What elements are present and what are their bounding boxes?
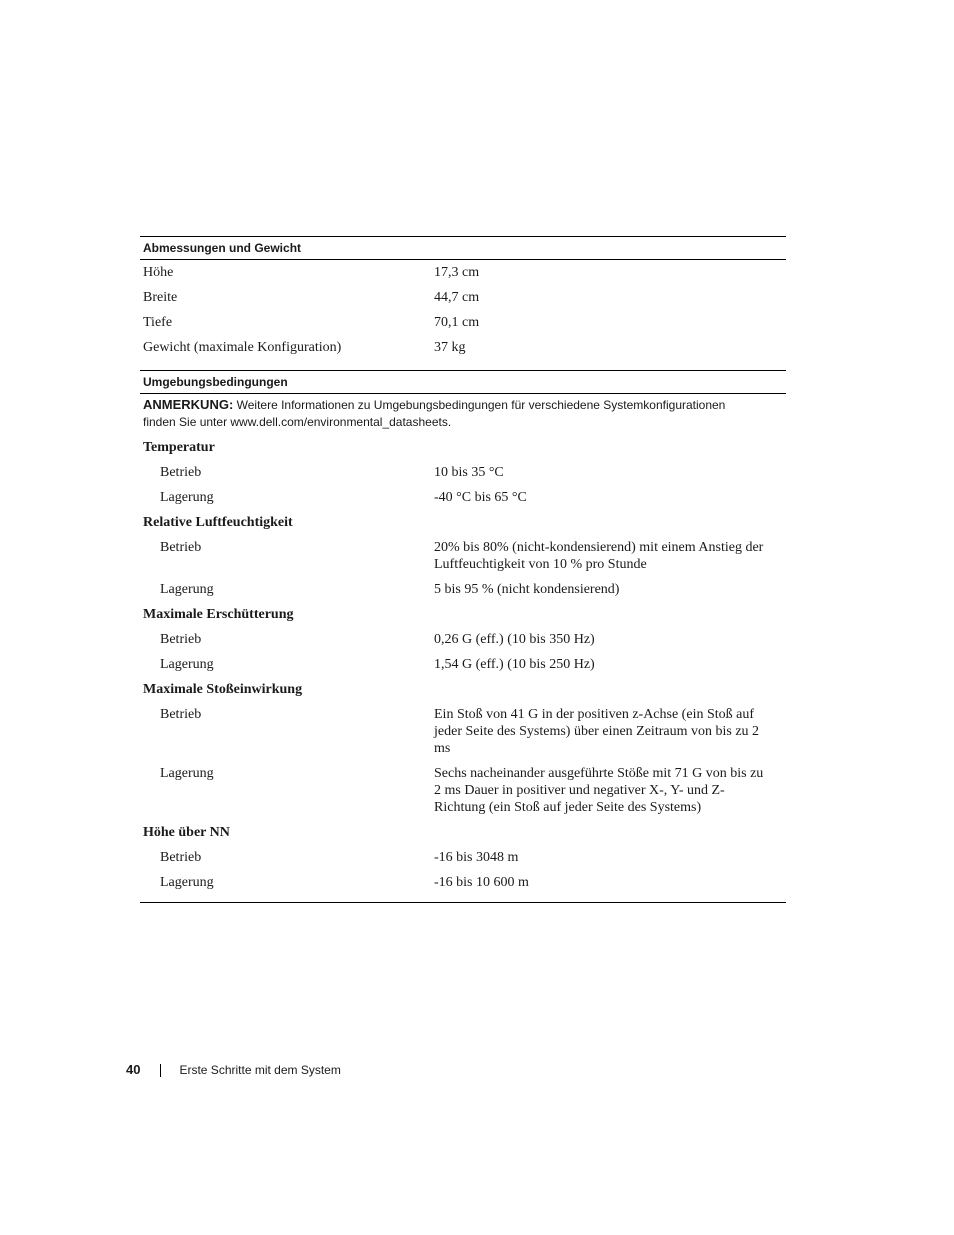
- spec-label: Höhe: [143, 265, 174, 280]
- spec-row-altitude-operating: [140, 845, 786, 870]
- spec-row-width: [140, 285, 786, 310]
- spec-value: 0,26 G (eff.) (10 bis 350 Hz): [434, 632, 595, 647]
- spec-row-height: [140, 260, 786, 285]
- spec-label: Betrieb: [160, 632, 202, 647]
- specifications-table: [140, 236, 786, 903]
- spec-label: Lagerung: [160, 766, 214, 781]
- spec-value: 17,3 cm: [434, 265, 480, 280]
- note-label: ANMERKUNG:: [143, 397, 234, 412]
- group-title-shock: Maximale Stoßeinwirkung: [143, 682, 303, 697]
- spec-value: 37 kg: [434, 340, 466, 355]
- chapter-title: Erste Schritte mit dem System: [179, 1063, 341, 1077]
- spec-value: 10 bis 35 °C: [434, 465, 504, 480]
- spec-value: 70,1 cm: [434, 315, 480, 330]
- spec-value: -16 bis 10 600 m: [434, 875, 529, 890]
- spec-label: Breite: [143, 290, 178, 305]
- spec-label: Betrieb: [160, 465, 202, 480]
- group-title-humidity: Relative Luftfeuchtigkeit: [143, 515, 293, 530]
- spec-label: Lagerung: [160, 875, 214, 890]
- spec-row-vibration-storage: [140, 652, 786, 677]
- spec-label: Lagerung: [160, 490, 214, 505]
- spec-row-altitude-storage: [140, 870, 786, 895]
- spec-label: Betrieb: [160, 707, 202, 722]
- spec-row-humidity-operating: [140, 535, 786, 577]
- spec-value: -40 °C bis 65 °C: [434, 490, 527, 505]
- table-bottom-rule: [140, 895, 786, 903]
- spec-row-humidity-storage: [140, 577, 786, 602]
- spec-label: Tiefe: [143, 315, 173, 330]
- spec-value: -16 bis 3048 m: [434, 850, 519, 865]
- group-title-altitude: Höhe über NN: [143, 825, 230, 840]
- spec-label: Lagerung: [160, 657, 214, 672]
- spec-row-weight: [140, 335, 786, 360]
- spec-row-depth: [140, 310, 786, 335]
- spec-label: Lagerung: [160, 582, 214, 597]
- spec-label: Betrieb: [160, 540, 202, 555]
- spec-value: 1,54 G (eff.) (10 bis 250 Hz): [434, 657, 595, 672]
- section-heading-dimensions: Abmessungen und Gewicht: [140, 236, 786, 260]
- spec-value: Sechs nacheinander ausgeführte Stöße mit 71 G von bis zu 2 ms Dauer in positiver und negativer X-, Y- und Z-Richtung (ein Stoß auf jeder Seite des Systems): [434, 766, 764, 815]
- section-heading-environment: Umgebungsbedingungen: [140, 370, 786, 394]
- spec-row-vibration-operating: [140, 627, 786, 652]
- spec-value: 5 bis 95 % (nicht kondensierend): [434, 582, 620, 597]
- spec-row-shock-operating: [140, 702, 786, 761]
- spec-row-temperature-operating: [140, 460, 786, 485]
- spec-row-shock-storage: [140, 761, 786, 820]
- page-footer: [126, 1061, 341, 1079]
- page-number: 40: [126, 1062, 141, 1077]
- spec-label: Gewicht (maximale Konfiguration): [143, 340, 342, 355]
- section-spacer: [140, 360, 786, 370]
- dimensions-rows: [140, 260, 786, 360]
- spec-value: Ein Stoß von 41 G in der positiven z-Achse (ein Stoß auf jeder Seite des Systems) über einen Zeitraum von bis zu 2 ms: [434, 707, 760, 756]
- spec-row-temperature-storage: [140, 485, 786, 510]
- group-title-temperature: Temperatur: [143, 440, 215, 455]
- note-text: Weitere Informationen zu Umgebungsbedingungen für verschiedene Systemkonfigurationen finden Sie unter www.dell.com/environmental_datasheets.: [143, 398, 726, 429]
- spec-value: 20% bis 80% (nicht-kondensierend) mit einem Anstieg der Luftfeuchtigkeit von 10 % pro Stunde: [434, 540, 764, 572]
- group-title-vibration: Maximale Erschütterung: [143, 607, 294, 622]
- footer-separator: [160, 1064, 161, 1077]
- spec-label: Betrieb: [160, 850, 202, 865]
- note-block: [140, 394, 786, 435]
- spec-value: 44,7 cm: [434, 290, 480, 305]
